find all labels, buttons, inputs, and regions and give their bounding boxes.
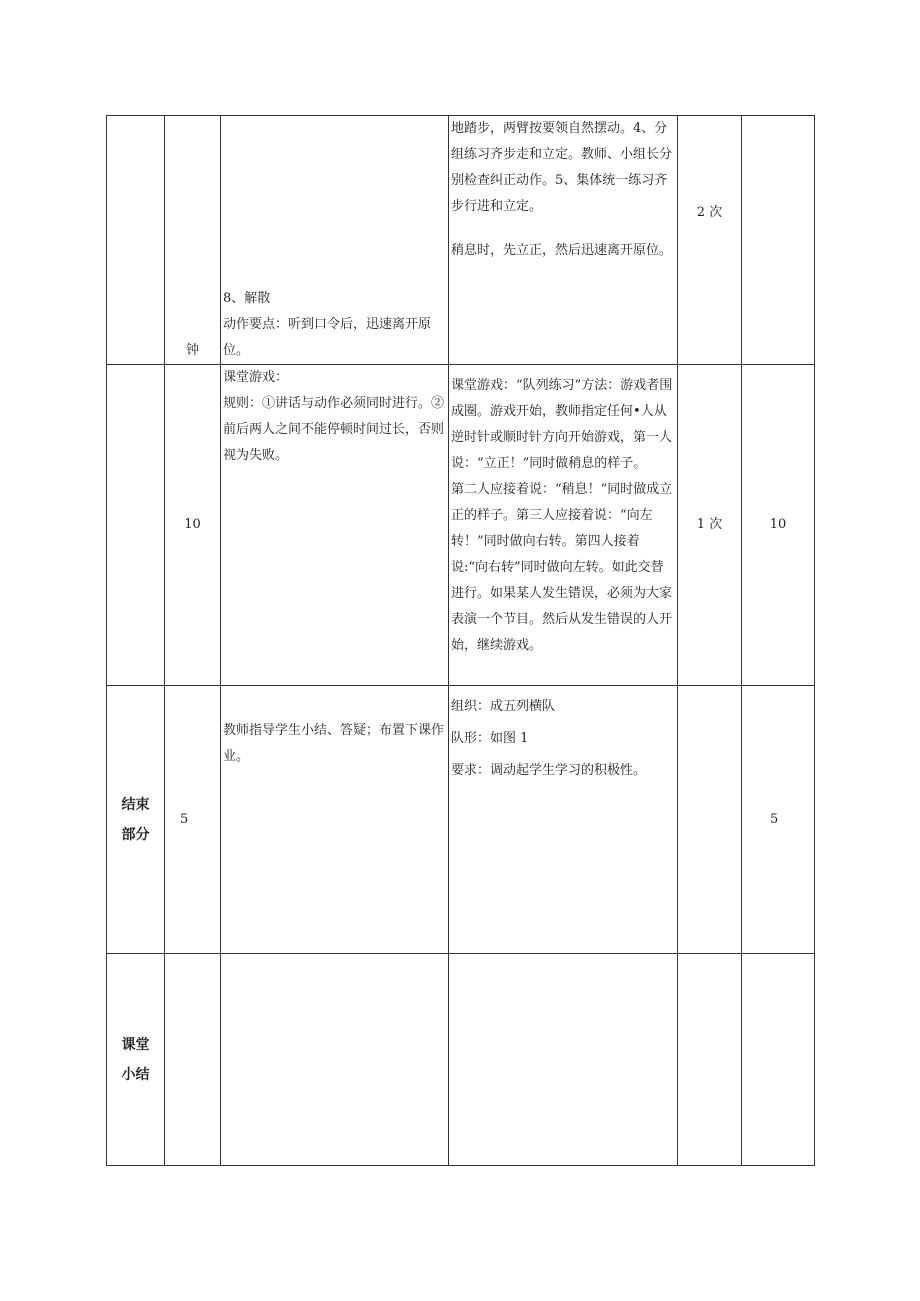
section-label: 结束 <box>121 796 150 813</box>
content-cell <box>221 365 449 686</box>
count-cell <box>678 686 742 954</box>
method-line: 要求：调动起学生学习的积极性。 <box>451 763 647 778</box>
section-cell <box>107 686 165 954</box>
time-text: 钟 <box>185 343 199 358</box>
content-text: 教师指导学生小结、答疑；布置下课作业。 <box>223 723 445 764</box>
time-cell <box>165 365 221 686</box>
method-cell <box>449 365 678 686</box>
section-cell <box>107 365 165 686</box>
method-paragraph: 课堂游戏：“队列练习”方法：游戏者围成圈。游戏开始，教师指定任何•人从逆时针或顺时针方向开始游戏，第一人说：“立正！”同时做稍息的样子。 <box>451 378 673 471</box>
section-label: 部分 <box>121 826 150 843</box>
section-label: 课堂 <box>121 1036 150 1053</box>
content-line: 规则：①讲话与动作必须同时进行。②前后两人之间不能停顿时间过长，否则视为失败。 <box>223 396 445 463</box>
content-cell <box>221 954 449 1166</box>
table-row <box>107 686 815 954</box>
method-paragraph: 地踏步，两臂按要领自然摆动。4、分组练习齐步走和立定。教师、小组长分别检查纠正动作。5、集体统一练习齐步行进和立定。 <box>451 121 673 214</box>
content-line: 课堂游戏： <box>223 370 289 385</box>
content-cell <box>221 116 449 365</box>
section-cell <box>107 954 165 1166</box>
time-cell <box>165 116 221 365</box>
section-cell <box>107 116 165 365</box>
lesson-plan-table <box>106 115 815 1166</box>
load-cell <box>742 954 815 1166</box>
time-text: 10 <box>184 517 201 532</box>
time-cell <box>165 954 221 1166</box>
count-cell <box>678 365 742 686</box>
method-cell <box>449 686 678 954</box>
method-paragraph: 第二人应接着说：“稍息！”同时做成立正的样子。第三人应接着说：“向左转！”同时做向右转。第四人接着说:“向右转”同时做向左转。如此交替进行。如果某人发生错误，必须为大家表演一个节目。然后从发生错误的人开始，继续游戏。 <box>451 482 673 653</box>
load-text: 5 <box>770 811 779 827</box>
method-line: 组织：成五列横队 <box>451 699 556 714</box>
load-text: 10 <box>769 517 787 532</box>
content-line: 动作要点：听到口令后，迅速离开原位。 <box>223 317 432 358</box>
method-line: 队形：如图 1 <box>451 731 529 746</box>
time-text: 5 <box>180 811 189 827</box>
content-cell <box>221 686 449 954</box>
method-cell <box>449 954 678 1166</box>
count-cell <box>678 116 742 365</box>
method-cell <box>449 116 678 365</box>
table-row <box>107 954 815 1166</box>
method-paragraph: 稍息时，先立正，然后迅速离开原位。 <box>451 243 673 258</box>
load-cell <box>742 116 815 365</box>
count-text: 2 次 <box>696 205 723 220</box>
count-cell <box>678 954 742 1166</box>
count-text: 1 次 <box>696 517 723 532</box>
load-cell <box>742 686 815 954</box>
table-row <box>107 116 815 365</box>
table-row <box>107 365 815 686</box>
content-line: 8、解散 <box>223 291 271 306</box>
section-label: 小结 <box>121 1066 150 1083</box>
load-cell <box>742 365 815 686</box>
time-cell <box>165 686 221 954</box>
